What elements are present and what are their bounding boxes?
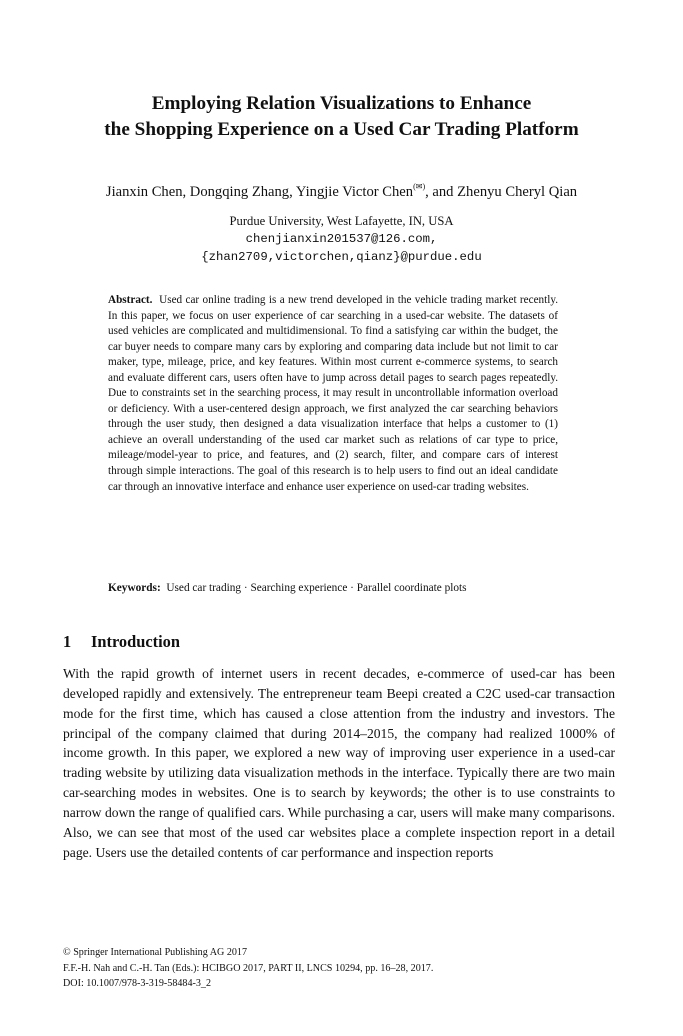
author-list	[0, 178, 683, 201]
affiliation-institution: Purdue University, West Lafayette, IN, USA	[229, 214, 454, 228]
affiliation-block	[0, 212, 683, 266]
section-heading	[63, 632, 180, 652]
corresponding-author-mark: (✉)	[413, 182, 426, 191]
keywords-text: Used car trading · Searching experience · Parallel coordinate plots	[166, 582, 467, 594]
abstract-text: Used car online trading is a new trend developed in the vehicle trading market recently. In this paper, we focus on user experience of car searching in a used-car website. The datasets of used vehicles are complicated and multidimensional. To find a satisfying car within the budget, the car buyer needs to compare many cars by exploring and comparing data include but not limit to car maker, type, mileage, price, and key features. Within most current e-commerce systems, to search and evaluate different cars, users often have to jump across detail pages to search pages repeatedly. Due to constraints set in the searching process, it may result in uncontrollable information overload or deficiency. With a user-centered design approach, we first analyzed the car searching behaviors through the user study, then designed a data visualization interface that helps a customer to (1) achieve an overall understanding of the used car market such as relations of car type to price, mileage/model-year to price, and features, and (2) search, filter, and compare cars of interest through simple interactions. The goal of this research is to help users to find out an ideal candidate car through an innovative interface and enhance user experience on used-car trading websites.	[108, 294, 559, 493]
abstract	[108, 293, 558, 495]
authors-suffix: , and Zhenyu Cheryl Qian	[425, 184, 578, 200]
footer-notes	[63, 945, 433, 992]
section-number: 1	[63, 632, 72, 651]
paper-title-line1: Employing Relation Visualizations to Enhance	[151, 93, 532, 114]
authors-prefix: Jianxin Chen, Dongqing Zhang, Yingjie Victor Chen	[105, 184, 414, 200]
email-line-1: chenjianxin201537@126.com,	[245, 232, 438, 246]
email-line-2: {zhan2709,victorchen,qianz}@purdue.edu	[201, 250, 482, 264]
paper-title	[0, 91, 683, 143]
keywords-label: Keywords:	[108, 582, 161, 594]
keywords	[108, 580, 578, 596]
section-title: Introduction	[91, 632, 180, 651]
abstract-label: Abstract.	[108, 294, 153, 306]
body-paragraph: With the rapid growth of internet users in recent decades, e-commerce of used-car has been developed rapidly and extensively. The entrepreneur team Beepi created a C2C used-car transaction mode for the first time, which has caused a close attention from the industry and investors. The principal of the company claimed that during 2014–2015, the company had realized 1000% of income growth. In this paper, we explored a new way of improving user experience in a used-car trading website by utilizing data visualization methods in the interface. Typically there are two main car-searching modes in websites. One is to search by keywords; the other is to use constraints to narrow down the range of qualified cars. While purchasing a car, users will make many comparisons. Also, we can see that most of the used car websites place a complete inspection report in a detail page. Users use the detailed contents of car performance and inspection reports	[63, 666, 615, 860]
paper-title-line2: the Shopping Experience on a Used Car Trading Platform	[104, 119, 579, 140]
footer-copyright: © Springer International Publishing AG 2017	[63, 947, 248, 958]
footer-citation: F.F.-H. Nah and C.-H. Tan (Eds.): HCIBGO 2017, PART II, LNCS 10294, pp. 16–28, 2017.	[63, 962, 434, 974]
footer-doi: DOI: 10.1007/978-3-319-58484-3_2	[63, 978, 212, 989]
